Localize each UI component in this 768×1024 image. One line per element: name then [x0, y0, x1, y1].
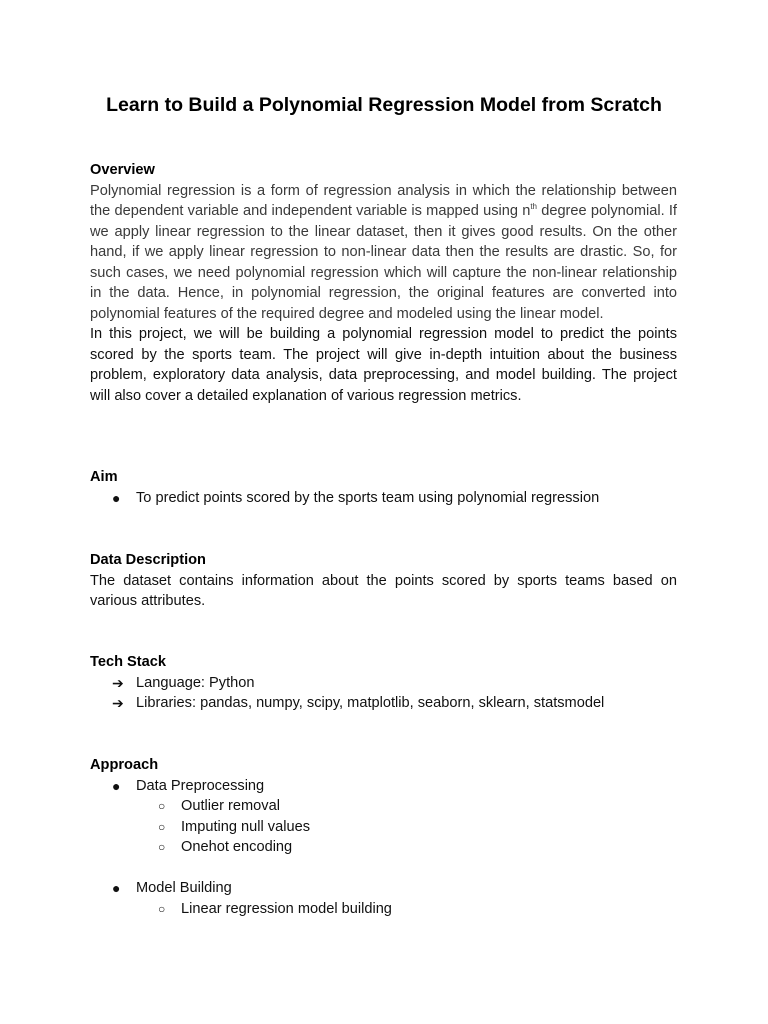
tech-stack-libraries-text: Libraries: pandas, numpy, scipy, matplotlib, seaborn, sklearn, statsmodel: [136, 695, 605, 711]
approach-item-model-building: [90, 878, 677, 899]
aim-list-item: [90, 488, 677, 509]
approach-subitem-text: Onehot encoding: [181, 839, 293, 855]
aim-heading: Aim: [90, 469, 118, 485]
approach-subitem: [90, 899, 677, 920]
circle-bullet-icon: ○: [158, 819, 166, 834]
document-title: Learn to Build a Polynomial Regression Model from Scratch: [106, 94, 662, 116]
approach-subitem-text: Outlier removal: [181, 798, 280, 814]
tech-stack-language-text: Language: Python: [136, 674, 255, 691]
overview-p1-text-a: Polynomial regression is a form of regression analysis in which the relationship between the dependent variable and independent variable is mapped using n: [90, 182, 677, 219]
tech-stack-item-libraries: [90, 693, 677, 714]
bullet-icon: ●: [112, 777, 121, 794]
approach-subitem-text: Linear regression model building: [181, 900, 392, 917]
aim-list: [90, 488, 677, 509]
aim-section: [90, 467, 677, 508]
approach-item-data-preprocessing: [90, 776, 677, 797]
approach-subitem-text: Imputing null values: [181, 818, 310, 835]
overview-section: [90, 160, 677, 406]
approach-subitem: [90, 837, 677, 858]
approach-heading: Approach: [90, 757, 159, 773]
data-description-section: [90, 550, 677, 612]
overview-paragraph-2: In this project, we will be building a polynomial regression model to predict the points scored by the sports team. The project will give in-depth intuition about the business problem, exploratory data analysis, data preprocessing, and model building. The project will also cover a detailed explanation of various regression metrics.: [90, 326, 677, 404]
overview-p1-text-b: degree polynomial. If we apply linear regression to the linear dataset, then it gives good results. On the other hand, if we apply linear regression to non-linear data then the results are drastic. So, for such cases, we need polynomial regression which will capture the non-linear relationship in the data. Hence, in polynomial regression, the original features are converted into polynomial features of the required degree and modeled using the linear model.: [90, 203, 677, 322]
circle-bullet-icon: ○: [158, 799, 166, 813]
tech-stack-heading: Tech Stack: [90, 654, 166, 670]
approach-list: [90, 776, 677, 920]
tech-stack-list: [90, 673, 677, 714]
arrow-icon: ➔: [112, 674, 124, 691]
overview-heading: Overview: [90, 162, 155, 178]
approach-section: [90, 755, 677, 919]
tech-stack-item-language: [90, 673, 677, 694]
approach-subitem: [90, 796, 677, 817]
approach-subitem: [90, 817, 677, 838]
data-description-heading: Data Description: [90, 552, 206, 568]
aim-item-text: To predict points scored by the sports team using polynomial regression: [136, 489, 600, 506]
approach-group1-label: Data Preprocessing: [136, 777, 265, 794]
overview-paragraph-1: [90, 181, 677, 325]
tech-stack-section: [90, 652, 677, 714]
circle-bullet-icon: ○: [158, 901, 166, 916]
bullet-icon: ●: [112, 880, 121, 896]
arrow-icon: ➔: [112, 695, 124, 711]
circle-bullet-icon: ○: [158, 840, 166, 854]
overview-p1-superscript: th: [530, 202, 537, 212]
bullet-icon: ●: [112, 489, 121, 506]
approach-group2-label: Model Building: [136, 880, 232, 896]
data-description-text: The dataset contains information about the points scored by sports teams based on various attributes.: [90, 572, 677, 609]
